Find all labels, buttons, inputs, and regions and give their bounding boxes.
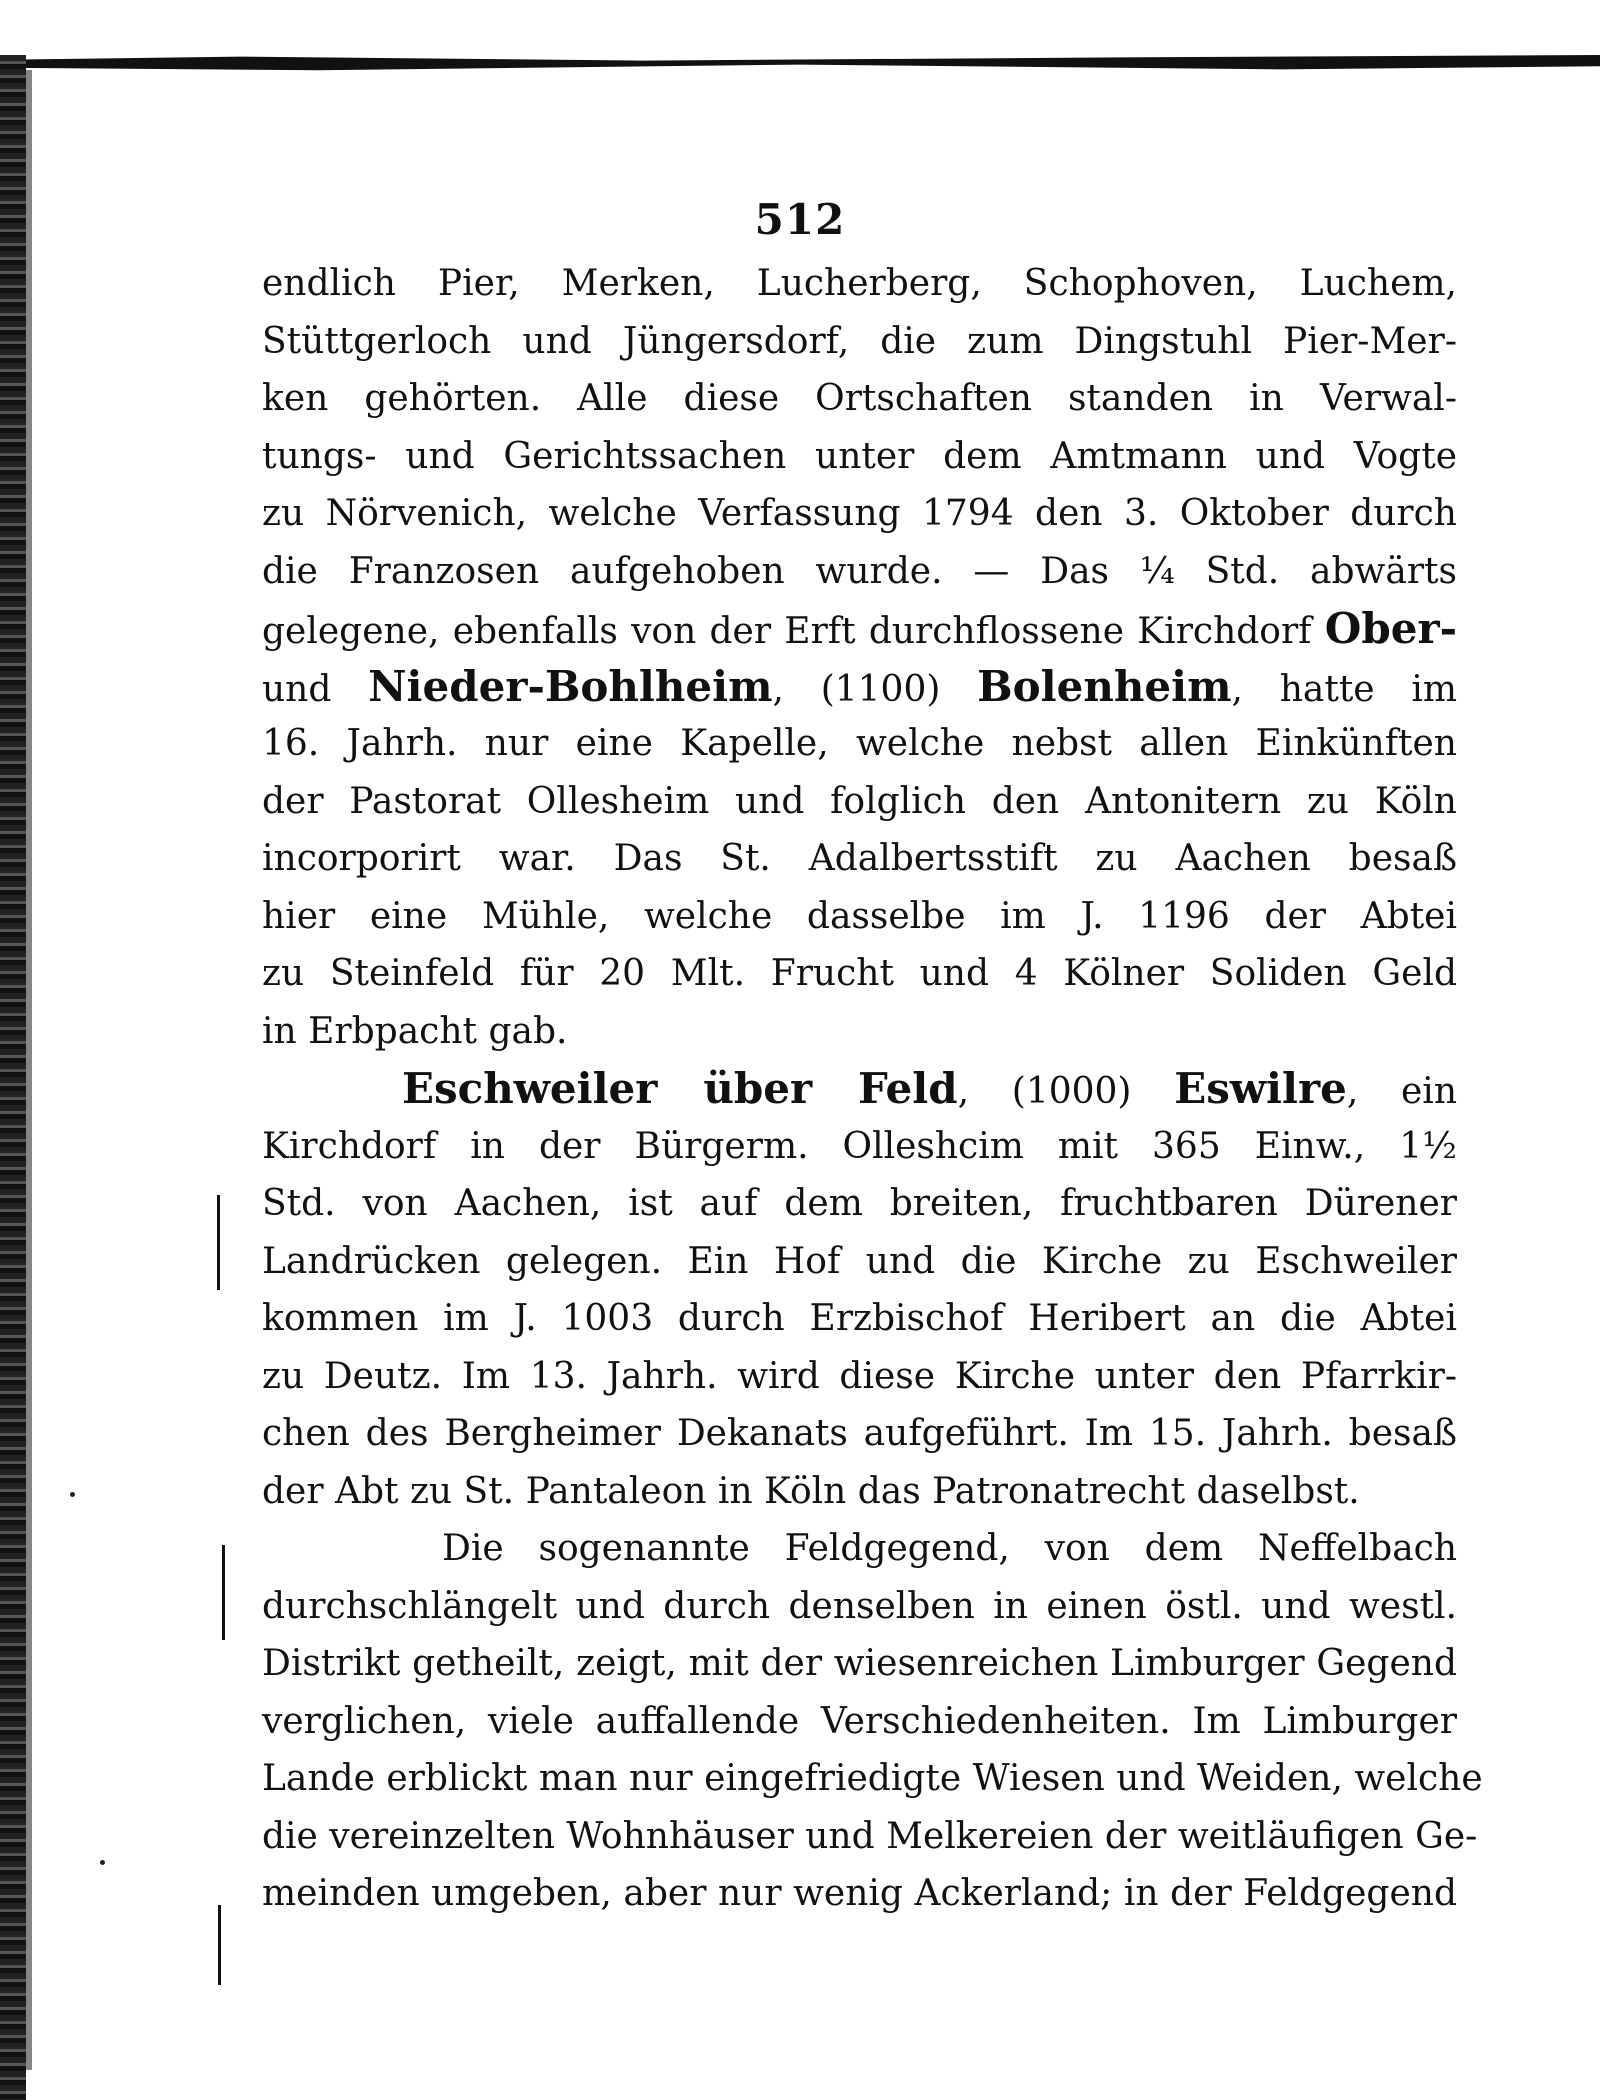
margin-mark [218,1905,221,1985]
text-line: die vereinzelten Wohnhäuser und Melkereien der weitläufigen Ge- [262,1815,1478,1857]
text-line: Landrücken gelegen. Ein Hof und die Kirche zu Eschweiler [262,1240,1457,1282]
text-segment: und [262,668,332,710]
text-line: Die sogenannte Feldgegend, von dem Neffelbach [442,1528,1457,1569]
text-line: Std. von Aachen, ist auf dem breiten, fruchtbaren Dürener [262,1183,1457,1224]
text-segment: gelegene, ebenfalls von der Erft durchflossene Kirchdorf [262,611,1312,652]
text-line: Stüttgerloch und Jüngersdorf, die zum Dingstuhl Pier-Mer- [262,320,1457,362]
speck [100,1860,105,1865]
text-segment: , (1000) [957,1071,1132,1112]
text-line: hier eine Mühle, welche dasselbe im J. 1196 der Abtei [262,895,1457,937]
text-line: die Franzosen aufgehoben wurde. — Das ¼ Std. abwärts [262,550,1457,592]
text-line: der Pastorat Ollesheim und folglich den Antonitern zu Köln [262,780,1457,822]
place-name-ober: Ober- [1324,604,1457,653]
text-line: verglichen, viele auffallende Verschiedenheiten. Im Limburger [262,1700,1457,1742]
section-heading-line [262,1060,1457,1118]
text-line: meinden umgeben, aber nur wenig Ackerland; in der Feldgegend [262,1873,1457,1914]
place-name-bolenheim: Bolenheim [977,661,1232,711]
text-line: 16. Jahrh. nur eine Kapelle, welche nebst allen Einkünften [262,723,1457,764]
text-line: durchschlängelt und durch denselben in einen östl. und westl. [262,1585,1457,1627]
text-line: endlich Pier, Merken, Lucherberg, Schophoven, Luchem, [262,263,1457,304]
heading-eschweiler: Eschweiler über Feld [402,1064,958,1113]
text-line: Lande erblickt man nur eingefriedigte Wiesen und Weiden, welche [262,1758,1483,1799]
text-segment: , ein [1346,1071,1458,1112]
text-line: zu Nörvenich, welche Verfassung 1794 den 3. Oktober durch [262,493,1457,534]
page-binding-shadow [26,70,32,2070]
text-line [262,658,1457,716]
text-line: der Abt zu St. Pantaleon in Köln das Patronatrecht daselbst. [262,1470,1360,1512]
text-line: Kirchdorf in der Bürgerm. Olleshcim mit 365 Einw., 1½ [262,1125,1457,1167]
text-line: incorporirt war. Das St. Adalbertsstift zu Aachen besaß [262,838,1457,879]
text-line: kommen im J. 1003 durch Erzbischof Heribert an die Abtei [262,1298,1457,1339]
text-line: tungs- und Gerichtssachen unter dem Amtmann und Vogte [262,435,1457,477]
text-line: zu Steinfeld für 20 Mlt. Frucht und 4 Kölner Soliden Geld [262,953,1457,994]
text-line: Distrikt getheilt, zeigt, mit der wiesenreichen Limburger Gegend [262,1643,1457,1684]
text-line: chen des Bergheimer Dekanats aufgeführt. Im 15. Jahrh. besaß [262,1413,1457,1454]
text-line [262,600,1457,658]
text-line: zu Deutz. Im 13. Jahrh. wird diese Kirche unter den Pfarrkir- [262,1355,1457,1397]
speck [70,1492,75,1497]
page-binding-edge [0,55,26,2100]
heading-eswilre: Eswilre [1174,1064,1347,1113]
body-text [262,255,1483,1923]
text-line: ken gehörten. Alle diese Ortschaften standen in Verwal- [262,378,1457,419]
margin-mark [222,1545,225,1640]
text-segment: , (1100) [772,668,941,710]
text-line: in Erbpacht gab. [262,1010,568,1052]
margin-mark [217,1195,220,1290]
page-top-edge [0,55,1600,71]
place-name-nieder-bohlheim: Nieder-Bohlheim [368,661,773,711]
text-segment: , hatte im [1231,668,1457,710]
page-number: 512 [754,195,846,244]
